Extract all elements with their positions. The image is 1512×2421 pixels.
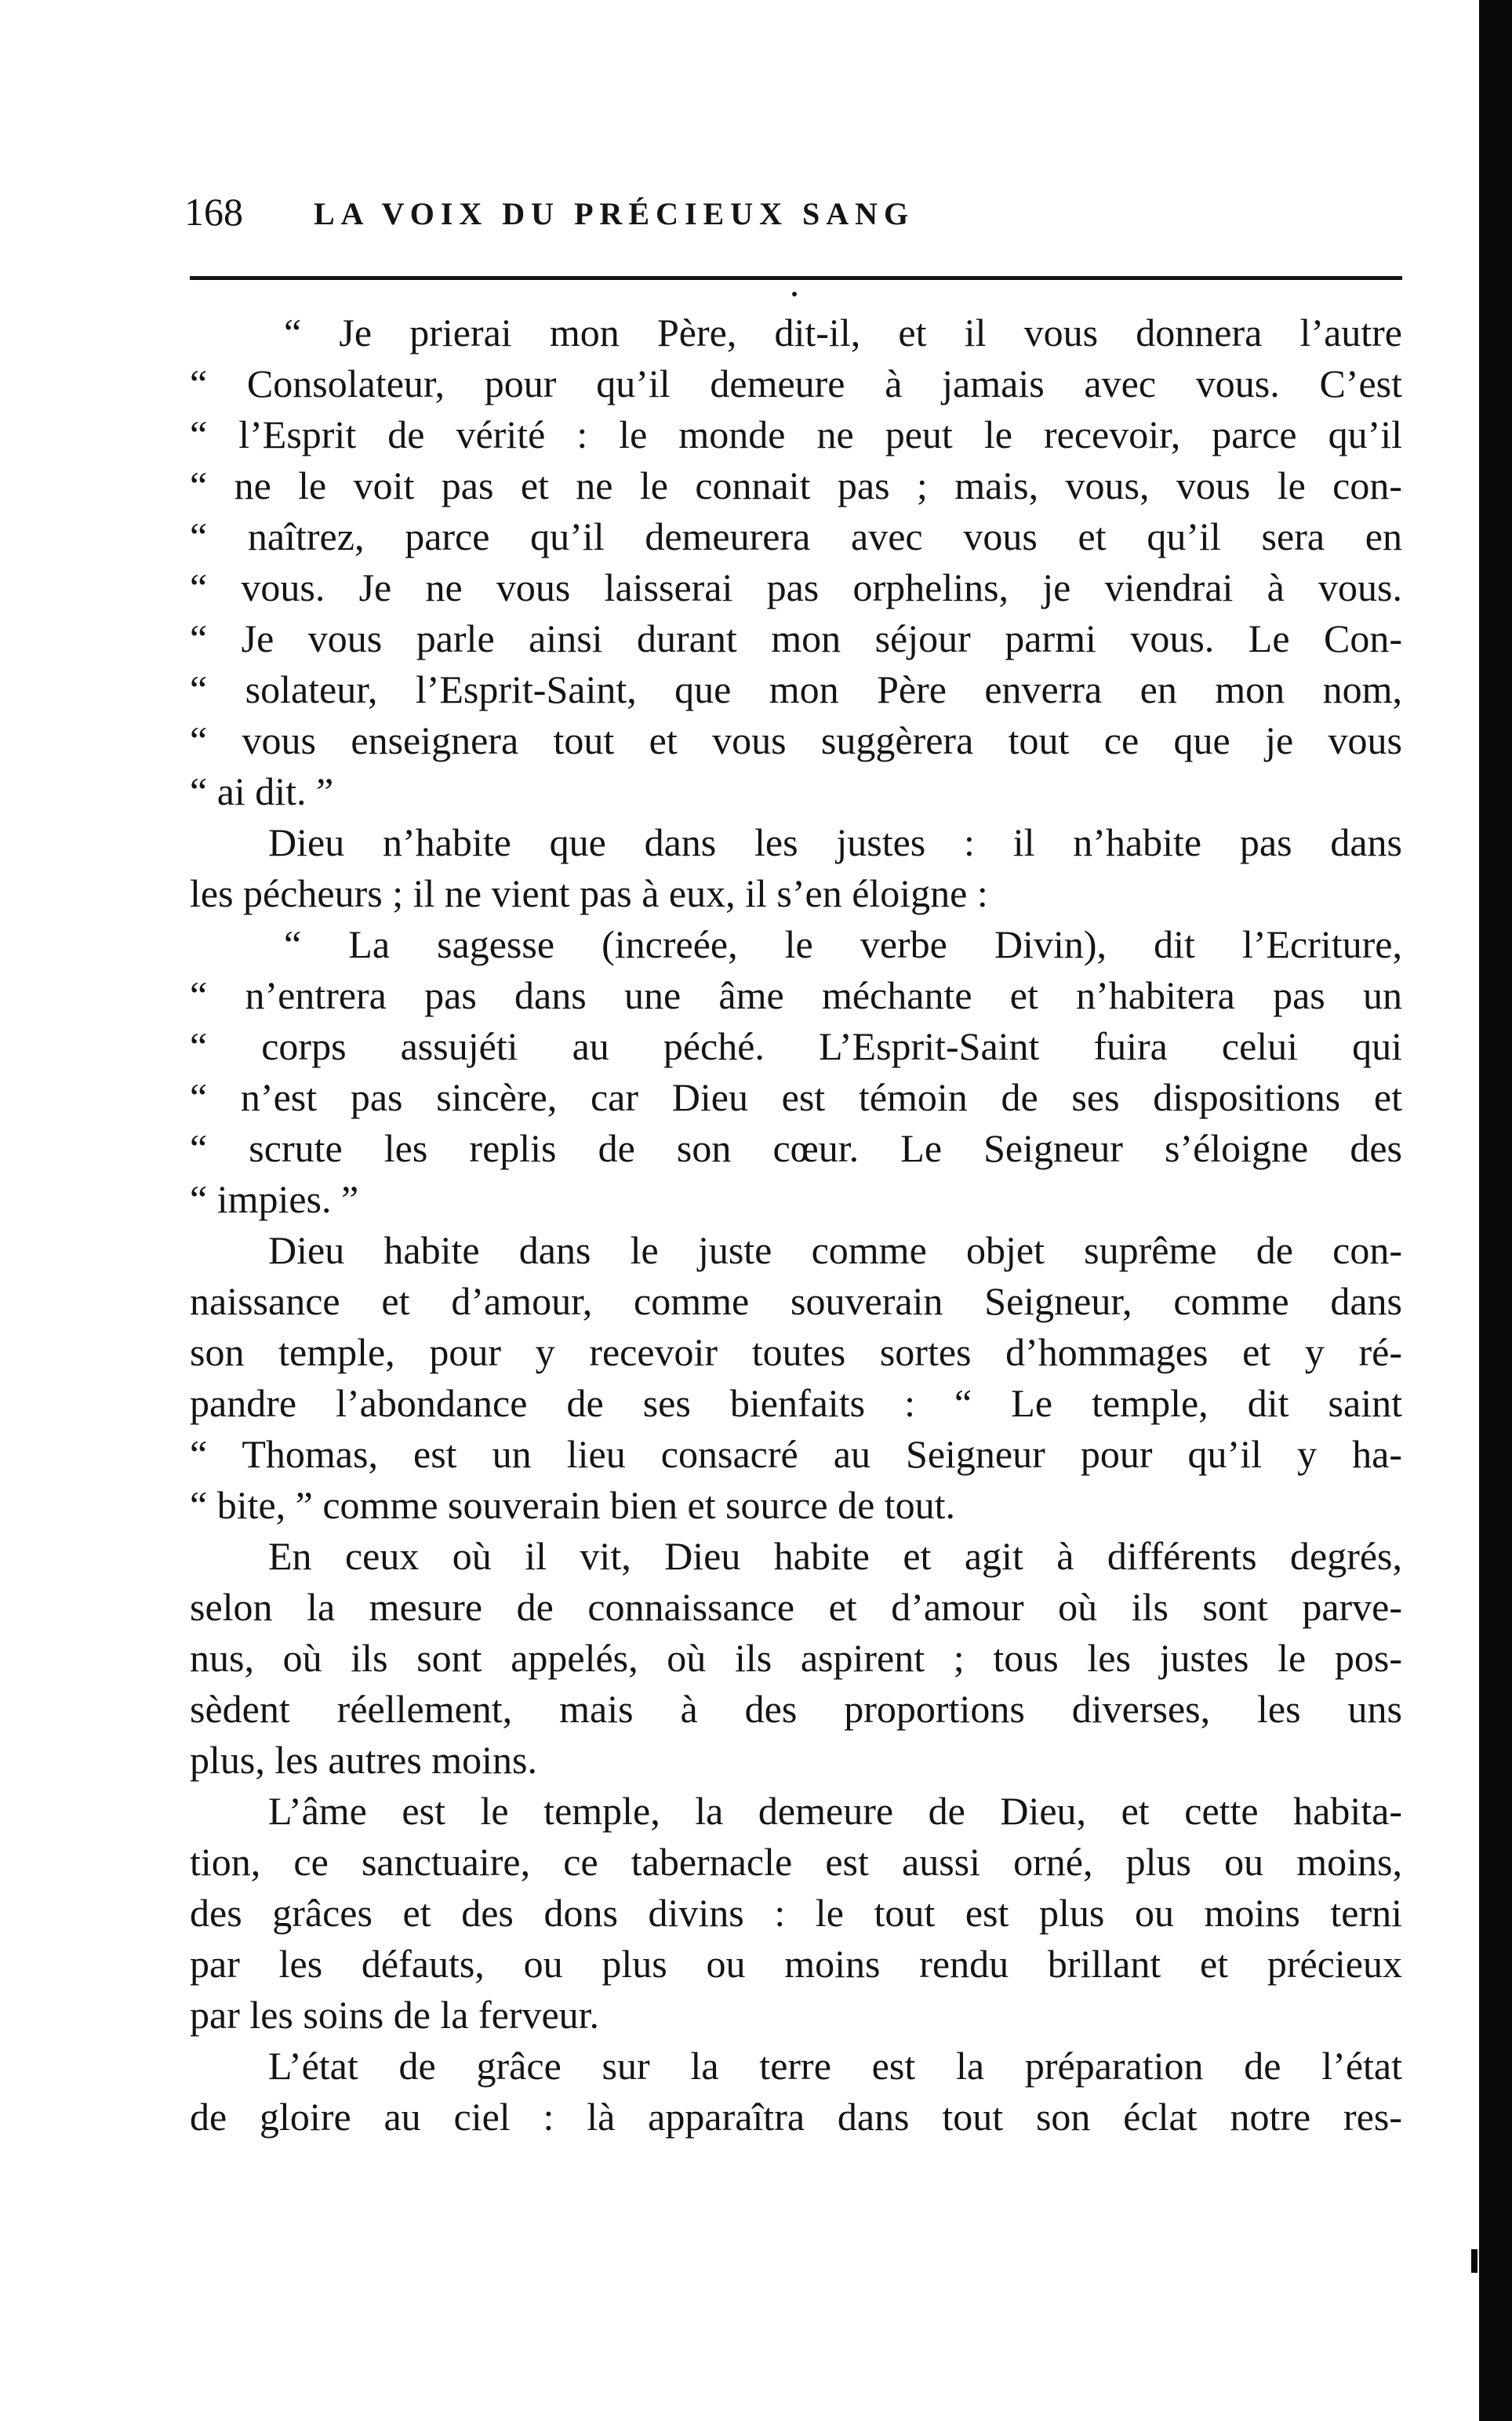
text-line: nus, où ils sont appelés, où ils aspirent ; tous les justes le pos-: [190, 1636, 1402, 1680]
text-line: “ corps assujéti au péché. L’Esprit-Saint fuira celui qui: [190, 1024, 1402, 1068]
rule-dot: [792, 292, 797, 296]
text-line: “ bite, ” comme souverain bien et source de tout.: [190, 1483, 956, 1527]
running-title: LA VOIX DU PRÉCIEUX SANG: [314, 196, 915, 231]
text-line: “ solateur, l’Esprit-Saint, que mon Père enverra en mon nom,: [190, 667, 1402, 711]
text-line: par les soins de la ferveur.: [190, 1993, 600, 2037]
text-line: “ ne le voit pas et ne le connait pas ; mais, vous, vous le con-: [190, 463, 1402, 507]
text-line: L’état de grâce sur la terre est la préparation de l’état: [268, 2044, 1402, 2088]
text-line: tion, ce sanctuaire, ce tabernacle est aussi orné, plus ou moins,: [190, 1840, 1402, 1884]
page-number: 168: [184, 190, 243, 234]
text-line: les pécheurs ; il ne vient pas à eux, il s’en éloigne :: [190, 871, 988, 915]
text-line: “ La sagesse (increée, le verbe Divin), dit l’Ecriture,: [284, 922, 1402, 966]
text-line: sèdent réellement, mais à des proportions diverses, les uns: [190, 1687, 1402, 1731]
text-line: Dieu n’habite que dans les justes : il n’habite pas dans: [268, 820, 1402, 864]
text-line: “ impies. ”: [190, 1177, 359, 1221]
text-line: par les défauts, ou plus ou moins rendu brillant et précieux: [190, 1942, 1402, 1986]
header-rule: [190, 276, 1402, 280]
text-line: plus, les autres moins.: [190, 1738, 538, 1782]
body-text: [190, 307, 1402, 2143]
text-line: En ceux où il vit, Dieu habite et agit à différents degrés,: [268, 1534, 1402, 1578]
scan-edge-mark: [1471, 2249, 1477, 2273]
text-line: Dieu habite dans le juste comme objet suprême de con-: [268, 1228, 1402, 1272]
text-line: “ vous enseignera tout et vous suggèrera tout ce que je vous: [190, 718, 1402, 762]
text-line: pandre l’abondance de ses bienfaits : “ Le temple, dit saint: [190, 1381, 1402, 1425]
text-line: “ Thomas, est un lieu consacré au Seigneur pour qu’il y ha-: [190, 1432, 1402, 1476]
text-line: “ naîtrez, parce qu’il demeurera avec vous et qu’il sera en: [190, 514, 1402, 558]
text-line: “ Je prierai mon Père, dit-il, et il vous donnera l’autre: [284, 311, 1402, 354]
text-line: “ ai dit. ”: [190, 769, 334, 813]
text-line: “ n’entrera pas dans une âme méchante et n’habitera pas un: [190, 973, 1402, 1017]
text-line: selon la mesure de connaissance et d’amour où ils sont parve-: [190, 1585, 1402, 1629]
text-line: des grâces et des dons divins : le tout est plus ou moins terni: [190, 1891, 1402, 1935]
text-line: “ vous. Je ne vous laisserai pas orphelins, je viendrai à vous.: [190, 565, 1402, 609]
text-line: “ n’est pas sincère, car Dieu est témoin de ses dispositions et: [190, 1075, 1402, 1119]
text-line: son temple, pour y recevoir toutes sortes d’hommages et y ré-: [190, 1330, 1402, 1374]
text-line: “ Je vous parle ainsi durant mon séjour parmi vous. Le Con-: [190, 616, 1402, 660]
text-line: “ Consolateur, pour qu’il demeure à jamais avec vous. C’est: [190, 362, 1402, 405]
text-line: naissance et d’amour, comme souverain Seigneur, comme dans: [190, 1279, 1402, 1323]
text-line: “ scrute les replis de son cœur. Le Seigneur s’éloigne des: [190, 1126, 1402, 1170]
text-line: de gloire au ciel : là apparaîtra dans tout son éclat notre res-: [190, 2095, 1402, 2139]
scan-edge-bar: [1479, 0, 1512, 2421]
text-line: “ l’Esprit de vérité : le monde ne peut le recevoir, parce qu’il: [190, 413, 1402, 456]
text-line: L’âme est le temple, la demeure de Dieu, et cette habita-: [268, 1789, 1402, 1833]
